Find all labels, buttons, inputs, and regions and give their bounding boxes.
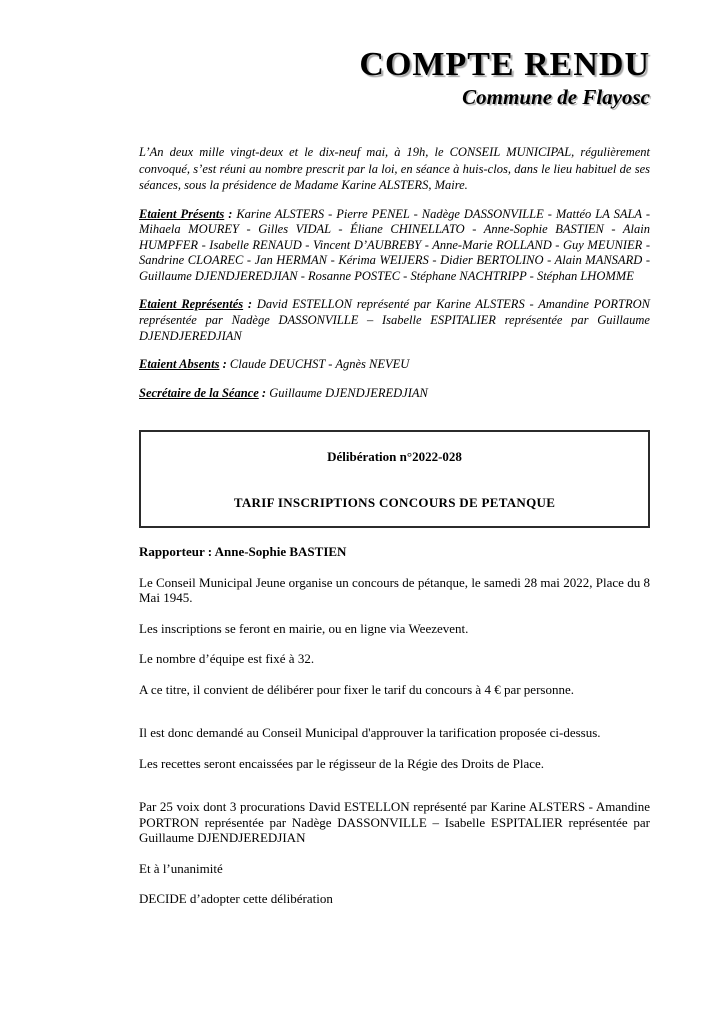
deliberation-number: Délibération n°2022-028 (327, 449, 462, 465)
body-paragraph-nombre-equipes: Le nombre d’équipe est fixé à 32. (139, 651, 315, 667)
rapporteur-line: Rapporteur : Anne-Sophie BASTIEN (139, 544, 347, 560)
attendance-representes-text: David ESTELLON représenté par Karine ALSTERS - Amandine PORTRON représentée par Nadège DASSONVILLE – Isabelle ESPITALIER représentée par Guillaume DJENDJEREDJIAN (139, 297, 650, 343)
body-paragraph-unanimite: Et à l’unanimité (139, 860, 223, 876)
body-paragraph-recettes: Les recettes seront encaissées par le régisseur de la Régie des Droits de Place. (139, 755, 545, 771)
attendance-presents-text: Karine ALSTERS - Pierre PENEL - Nadège DASSONVILLE - Mattéo LA SALA - Mihaela MOUREY - Gilles VIDAL - Éliane CHINELLATO - Anne-Sophie BASTIEN - Alain HUMPFER - Isabelle RENAUD - Vincent D’AUBREBY - Anne-Marie ROLLAND - Guy MEUNIER - Sandrine CLOAREC - Jan HERMAN - Kérima WEIJERS - Didier BERTOLINO - Alain MANSARD - Guillaume DJENDJEREDJIAN - Rosanne POSTEC - Stéphane NACHTRIPP - Stéphan LHOMME (139, 206, 650, 283)
attendance-absents-separator: : (219, 357, 230, 372)
attendance-representes-separator: : (243, 297, 257, 312)
attendance-secretaire (139, 386, 650, 402)
attendance-secretaire-label: Secrétaire de la Séance (139, 385, 259, 400)
attendance-presents-separator: : (224, 206, 237, 221)
body-paragraph-decision: DECIDE d’adopter cette délibération (139, 891, 333, 907)
body-paragraph-tarif: A ce titre, il convient de délibérer pour fixer le tarif du concours à 4 € par personne. (139, 681, 574, 697)
attendance-presents (139, 207, 650, 285)
deliberation-title: TARIF INSCRIPTIONS CONCOURS DE PETANQUE (233, 495, 556, 511)
document-title: COMPTE RENDU (359, 46, 650, 83)
intro-paragraph: L’An deux mille vingt-deux et le dix-neuf mai, à 19h, le CONSEIL MUNICIPAL, régulièrement convoqué, s’est réuni au nombre prescrit par la loi, en séance à huis-clos, dans le lieu habituel de ses séances, sous la présidence de Madame Karine ALSTERS, Maire. (139, 145, 650, 192)
body-paragraph-organisation: Le Conseil Municipal Jeune organise un concours de pétanque, le samedi 28 mai 2022, Place du 8 Mai 1945. (139, 574, 650, 606)
body-paragraph-inscriptions: Les inscriptions se feront en mairie, ou en ligne via Weezevent. (139, 620, 469, 636)
attendance-absents-text: Claude DEUCHST - Agnès NEVEU (229, 357, 410, 372)
attendance-representes (139, 297, 650, 344)
attendance-absents-label: Etaient Absents (139, 357, 220, 372)
body-paragraph-demande-approbation: Il est donc demandé au Conseil Municipal d'approuver la tarification proposée ci-dessus. (139, 725, 601, 741)
attendance-representes-label: Etaient Représentés (139, 297, 244, 312)
attendance-absents (139, 357, 650, 373)
body-paragraph-vote: Par 25 voix dont 3 procurations David ESTELLON représenté par Karine ALSTERS - Amandine PORTRON représentée par Nadège DASSONVILLE – Isabelle ESPITALIER représentée par Guillaume DJENDJEREDJIAN (139, 799, 650, 846)
attendance-secretaire-text: Guillaume DJENDJEREDJIAN (269, 385, 428, 400)
deliberation-box (139, 430, 650, 528)
document-header (139, 46, 650, 110)
document-subtitle: Commune de Flayosc (462, 85, 650, 109)
attendance-presents-label: Etaient Présents (139, 206, 225, 221)
attendance-secretaire-separator: : (258, 385, 270, 400)
